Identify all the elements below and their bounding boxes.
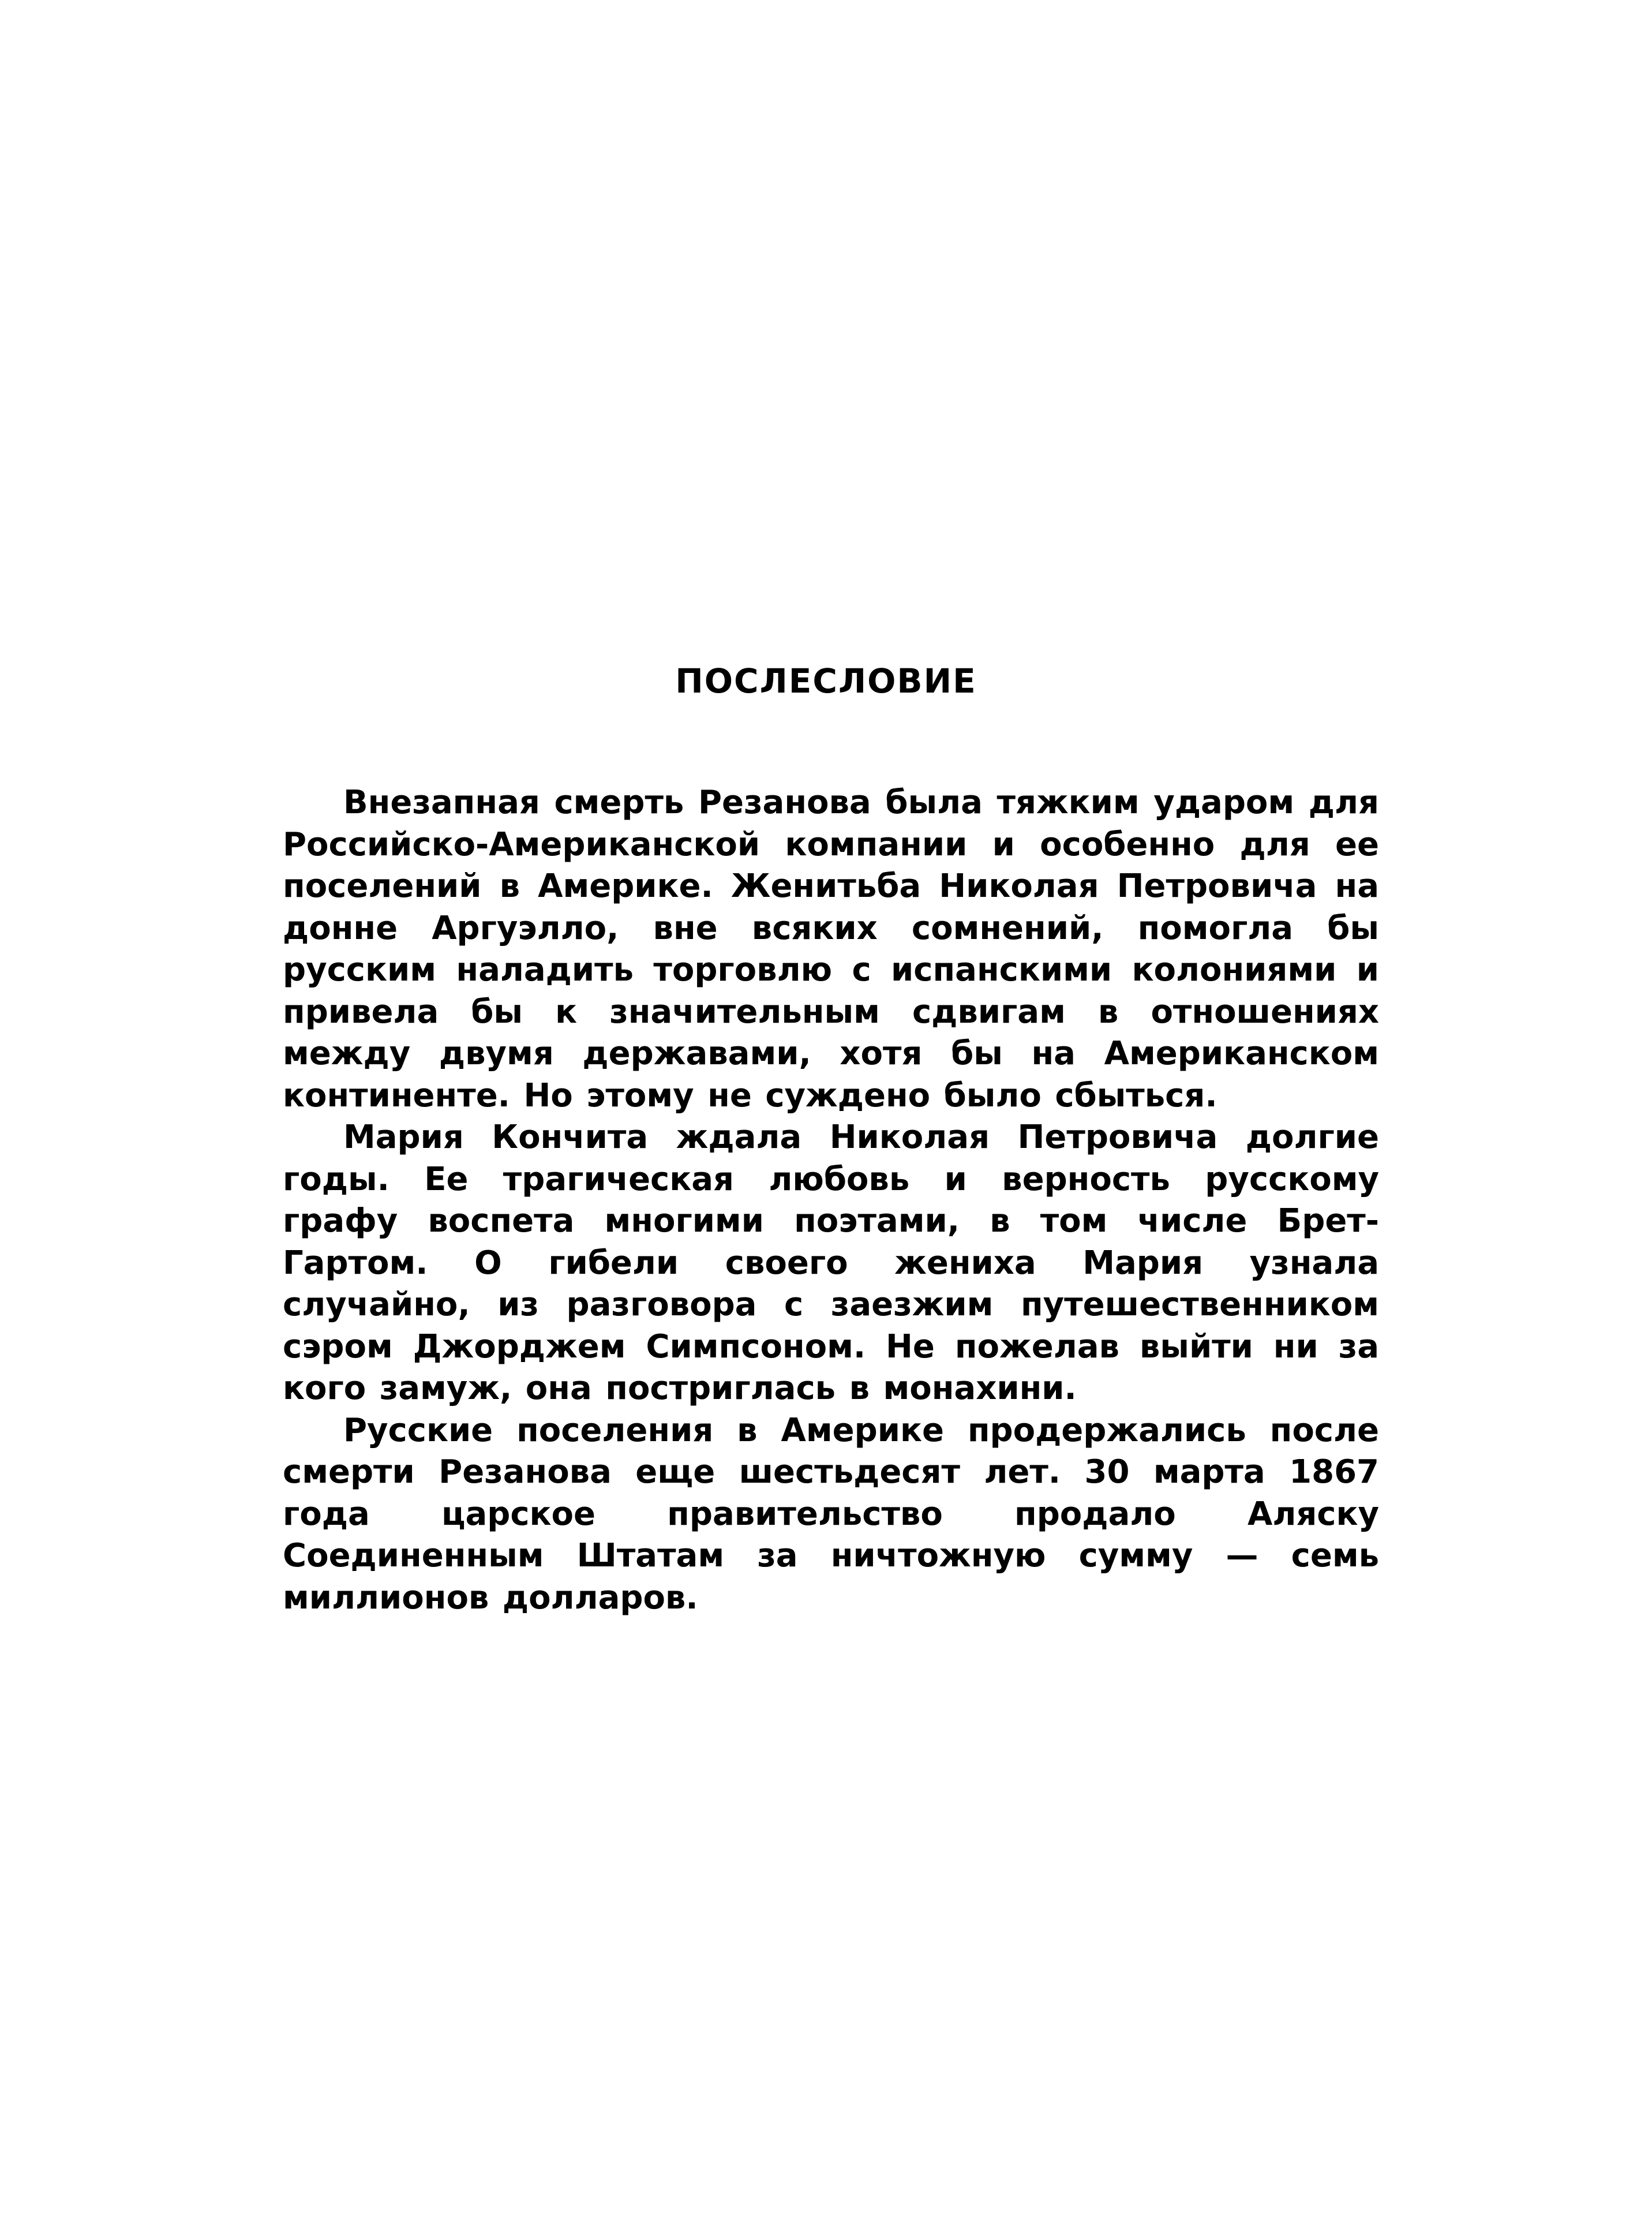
paragraph-1: Внезапная смерть Резанова была тяжким ударом для Российско-Американской компании и особенно для ее поселений в Америке. Женитьба Николая Петровича на донне Аргуэлло, вне всяких сомнений, помогла бы русским наладить торговлю с испанскими колониями и привела бы к значительным сдвигам в отношениях между двумя державами, хотя бы на Американском континенте. Но этому не суждено было сбыться. — [283, 784, 1379, 1114]
body-text — [283, 782, 1379, 1619]
page-title: ПОСЛЕСЛОВИЕ — [675, 661, 977, 701]
paragraph-3: Русские поселения в Америке продержались после смерти Резанова еще шестьдесят лет. 30 марта 1867 года царское правительство продало Аляску Соединенным Штатам за ничтожную сумму — семь миллионов долларов. — [283, 1411, 1379, 1617]
paragraph-2: Мария Кончита ждала Николая Петровича долгие годы. Ее трагическая любовь и верность русскому графу воспета многими поэтами, в том числе Брет-Гартом. О гибели своего жениха Мария узнала случайно, из разговора с заезжим путешественником сэром Джорджем Симпсоном. Не пожелав выйти ни за кого замуж, она постриглась в монахини. — [283, 1119, 1379, 1407]
